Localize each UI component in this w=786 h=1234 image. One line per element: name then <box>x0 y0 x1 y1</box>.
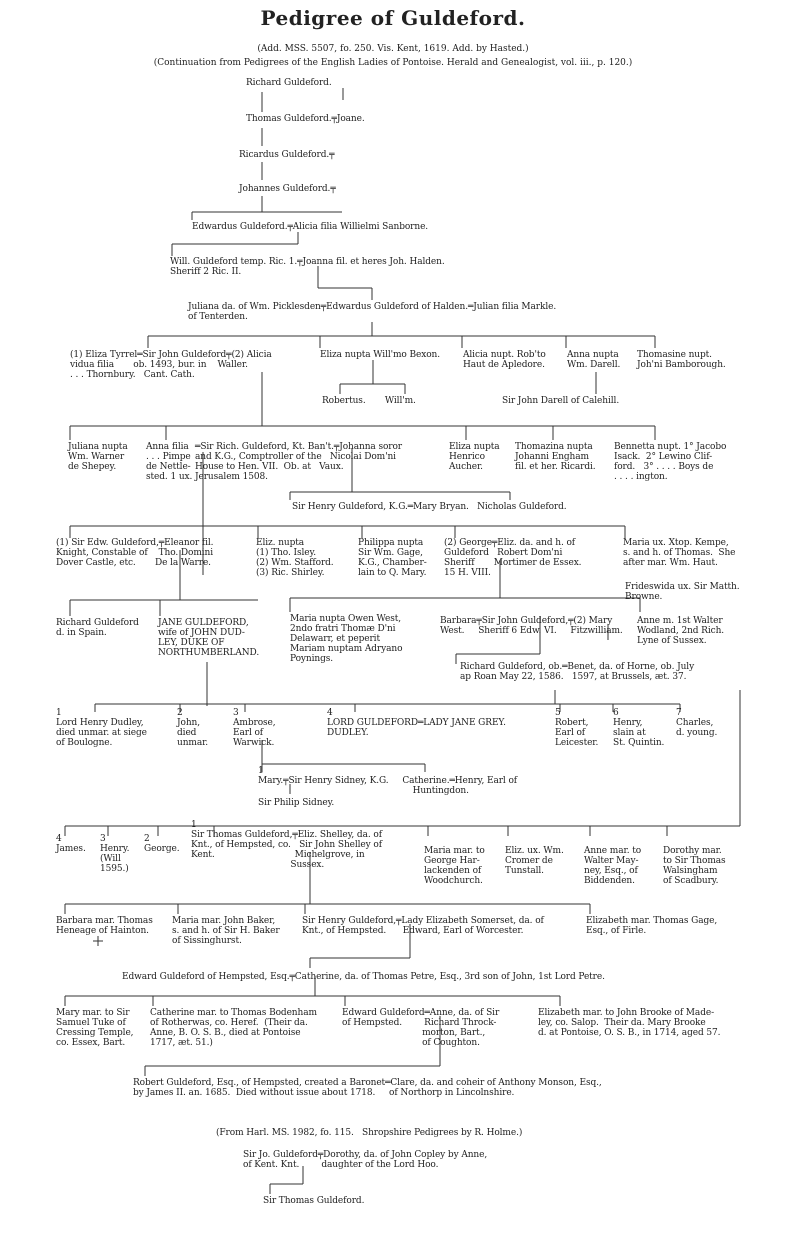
pedigree-entry-thomazina: Thomazina nupta Johanni Engham fil. et her. Ricardi. <box>515 442 596 472</box>
pedigree-entry-eliz-gage: Elizabeth mar. Thomas Gage, Esq., of Firle. <box>586 916 718 936</box>
pedigree-entry-maria-har: Maria mar. to George Har- lackenden of Woodchurch. <box>424 846 485 886</box>
pedigree-entry-richard-spain: Richard Guldeford d. in Spain. <box>56 618 139 638</box>
pedigree-entry-c2: 2 John, died unmar. <box>177 708 209 748</box>
pedigree-entry-richard: Richard Guldeford. <box>246 78 332 88</box>
pedigree-entry-eliza-aucher: Eliza nupta Henrico Aucher. <box>449 442 500 472</box>
pedigree-entry-robertus: Robertus. Will'm. <box>322 396 416 406</box>
pedigree-entry-edwardus1: Edwardus Guldeford.╤Alicia filia Willielmi Sanborne. <box>192 222 429 232</box>
pedigree-entry-c7: 7 Charles, d. young. <box>676 708 718 738</box>
pedigree-entry-alicia-haut: Alicia nupt. Rob'to Haut de Apledore. <box>463 350 546 370</box>
pedigree-entry-sir-edw: (1) Sir Edw. Guldeford,╤Eleanor fil. Knight, Constable of Tho. Domini Dover Castle, etc. De la Warre. <box>56 538 214 568</box>
pedigree-entry-c6: 6 Henry, slain at St. Quintin. <box>613 708 665 748</box>
source-note: (Add. MSS. 5507, fo. 250. Vis. Kent, 1619. Add. by Hasted.) <box>257 44 529 54</box>
pedigree-entry-anne-wodland: Anne m. 1st Walter Wodland, 2nd Rich. Lyne of Sussex. <box>637 616 725 646</box>
pedigree-entry-anna-pimpe: Anna filia . . . Pimpe de Nettle- sted. 1 ux. <box>146 442 193 482</box>
pedigree-entry-sir-thomas-last: Sir Thomas Guldeford. <box>263 1196 365 1206</box>
pedigree-entry-sir-henry: Sir Henry Guldeford, K.G.═Mary Bryan. Nicholas Guldeford. <box>292 502 567 512</box>
pedigree-entry-mary-tuke: Mary mar. to Sir Samuel Tuke of Cressing Temple, co. Essex, Bart. <box>56 1008 134 1048</box>
pedigree-entry-c1: 1 Lord Henry Dudley, died unmar. at siege of Boulogne. <box>56 708 147 748</box>
continuation-note: (Continuation from Pedigrees of the English Ladies of Pontoise. Herald and Genealogist, vol. iii., p. 120.) <box>153 58 633 68</box>
pedigree-entry-maria-west: Maria nupta Owen West, 2ndo fratri Thomæ D'ni Delawarr, et peperit Mariam nuptam Adryano Poynings. <box>290 614 403 664</box>
pedigree-entry-dorothy: Dorothy mar. to Sir Thomas Walsingham of Scadbury. <box>663 846 726 886</box>
pedigree-entry-george2: 2 George. <box>144 834 180 854</box>
pedigree-entry-philip: Sir Philip Sidney. <box>258 798 335 808</box>
pedigree-entry-anna-darell: Anna nupta Wm. Darell. <box>567 350 621 370</box>
pedigree-entry-ricardus: Ricardus Guldeford.╤ <box>239 150 335 160</box>
pedigree-entry-sir-rich: ═Sir Rich. Guldeford, Kt. Ban't.╤Johanna soror and K.G., Comptroller of the Nicolai Dom'ni House to Hen. VII. Ob. at Vaux. Jerusalem 1508. <box>195 442 403 482</box>
pedigree-entry-barbara-west: Barbara╤Sir John Guldeford,╤(2) Mary West. Sheriff 6 Edw. VI. Fitzwilliam. <box>440 616 623 636</box>
pedigree-entry-bennetta: Bennetta nupt. 1° Jacobo Isack. 2° Lewino Clif- ford. 3° . . . . Boys de . . . . ington. <box>614 442 727 482</box>
pedigree-entry-maria-baker: Maria mar. John Baker, s. and h. of Sir H. Baker of Sissinghurst. <box>172 916 280 946</box>
pedigree-entry-edward-h: Edward Guldeford of Hempsted, Esq.╤Catherine, da. of Thomas Petre, Esq., 3rd son of John, 1st Lord Petre. <box>122 972 605 982</box>
pedigree-entry-jane: JANE GULDEFORD, wife of JOHN DUD- LEY, DUKE OF NORTHUMBERLAND. <box>158 618 260 658</box>
pedigree-entry-eliza-bexon: Eliza nupta Will'mo Bexon. <box>320 350 440 360</box>
pedigree-entry-eliz-cromer: Eliz. ux. Wm. Cromer de Tunstall. <box>505 846 564 876</box>
pedigree-entry-sir-jo: Sir Jo. Guldeford╤Dorothy, da. of John Copley by Anne, of Kent. Knt. daughter of the Lord Hoo. <box>243 1150 488 1170</box>
pedigree-entry-cath-bod: Catherine mar. to Thomas Bodenham of Rotherwas, co. Heref. (Their da. Anne, B. O. S. B., died at Pontoise 1717, æt. 51.) <box>150 1008 317 1048</box>
pedigree-entry-sir-thomas: 1 Sir Thomas Guldeford,╤Eliz. Shelley, da. of Knt., of Hempsted, co. Sir John Shelley of Kent. Michelgrove, in Sussex. <box>191 820 382 870</box>
pedigree-entry-henry-will: 3 Henry. (Will 1595.) <box>100 834 130 874</box>
pedigree-entry-c5: 5 Robert, Earl of Leicester. <box>555 708 599 748</box>
page-title: Pedigree of Guldeford. <box>260 6 526 30</box>
pedigree-entry-juliana-p: Juliana da. of Wm. Picklesden╤Edwardus Guldeford of Halden.═Julian filia Markle. of Tenterden. <box>188 302 557 322</box>
pedigree-entry-juliana-w: Juliana nupta Wm. Warner de Shepey. <box>68 442 128 472</box>
pedigree-entry-thomas: Thomas Guldeford.╤Joane. <box>246 114 365 124</box>
pedigree-entry-maria-kempe: Maria ux. Xtop. Kempe, s. and h. of Thomas. She after mar. Wm. Haut. <box>623 538 736 568</box>
pedigree-entry-barbara-h: Barbara mar. Thomas Heneage of Hainton. <box>56 916 153 936</box>
pedigree-entry-c4: 4 LORD GULDEFORD═LADY JANE GREY. DUDLEY. <box>327 708 506 738</box>
pedigree-entry-eliz-brooke: Elizabeth mar. to John Brooke of Made- ley, co. Salop. Their da. Mary Brooke d. at Pontoise, O. S. B., in 1714, aged 57. <box>538 1008 721 1038</box>
pedigree-entry-george: (2) George╤Eliz. da. and h. of Guldeford Robert Dom'ni Sheriff Mortimer de Essex. 15 H. VIII. <box>444 538 582 578</box>
pedigree-entry-mary-sidney: 1 Mary.╤Sir Henry Sidney, K.G. Catherine.═Henry, Earl of Huntingdon. <box>258 766 518 796</box>
pedigree-entry-richard-1586: Richard Guldeford, ob.═Benet, da. of Horne, ob. July ap Roan May 22, 1586. 1597, at Brussels, æt. 37. <box>460 662 695 682</box>
pedigree-entry-johannes: Johannes Guldeford.╤ <box>239 184 336 194</box>
pedigree-entry-anne-mayney: Anne mar. to Walter May- ney, Esq., of Biddenden. <box>584 846 642 886</box>
pedigree-entry-darell: Sir John Darell of Calehill. <box>502 396 620 406</box>
pedigree-entry-frideswida: Frideswida ux. Sir Matth. Browne. <box>625 582 740 602</box>
pedigree-entry-edward-g2: Edward Guldeford═Anne, da. of Sir of Hempsted. Richard Throck- morton, Bart., of Coughton. <box>342 1008 500 1048</box>
pedigree-entry-c3: 3 Ambrose, Earl of Warwick. <box>233 708 276 748</box>
pedigree-entry-robert-bt: Robert Guldeford, Esq., of Hempsted, created a Baronet═Clare, da. and coheir of Anthony Monson, Esq., by James II. an. 1685. Died without issue about 1718. of Northorp in Lincolnshire. <box>133 1078 602 1098</box>
pedigree-entry-philippa: Philippa nupta Sir Wm. Gage, K.G., Chamber- lain to Q. Mary. <box>358 538 427 578</box>
pedigree-entry-sir-henry2: Sir Henry Guldeford,╤Lady Elizabeth Somerset, da. of Knt., of Hempsted. Edward, Earl of Worcester. <box>302 916 544 936</box>
pedigree-entry-thomasine: Thomasine nupt. Joh'ni Bamborough. <box>637 350 726 370</box>
pedigree-entry-will: Will. Guldeford temp. Ric. 1.╤Joanna fil. et heres Joh. Halden. Sheriff 2 Ric. II. <box>170 257 445 277</box>
pedigree-entry-harl: (From Harl. MS. 1982, fo. 115. Shropshire Pedigrees by R. Holme.) <box>216 1128 523 1138</box>
pedigree-entry-eliz-isley: Eliz. nupta (1) Tho. Isley. (2) Wm. Stafford. (3) Ric. Shirley. <box>256 538 334 578</box>
pedigree-entry-eliza-tyrrel: (1) Eliza Tyrrel═Sir John Guldeford╤(2) Alicia vidua filia ob. 1493, bur. in Waller. . . . Thornbury. Cant. Cath. <box>70 350 272 380</box>
pedigree-entry-james: 4 James. <box>56 834 86 854</box>
